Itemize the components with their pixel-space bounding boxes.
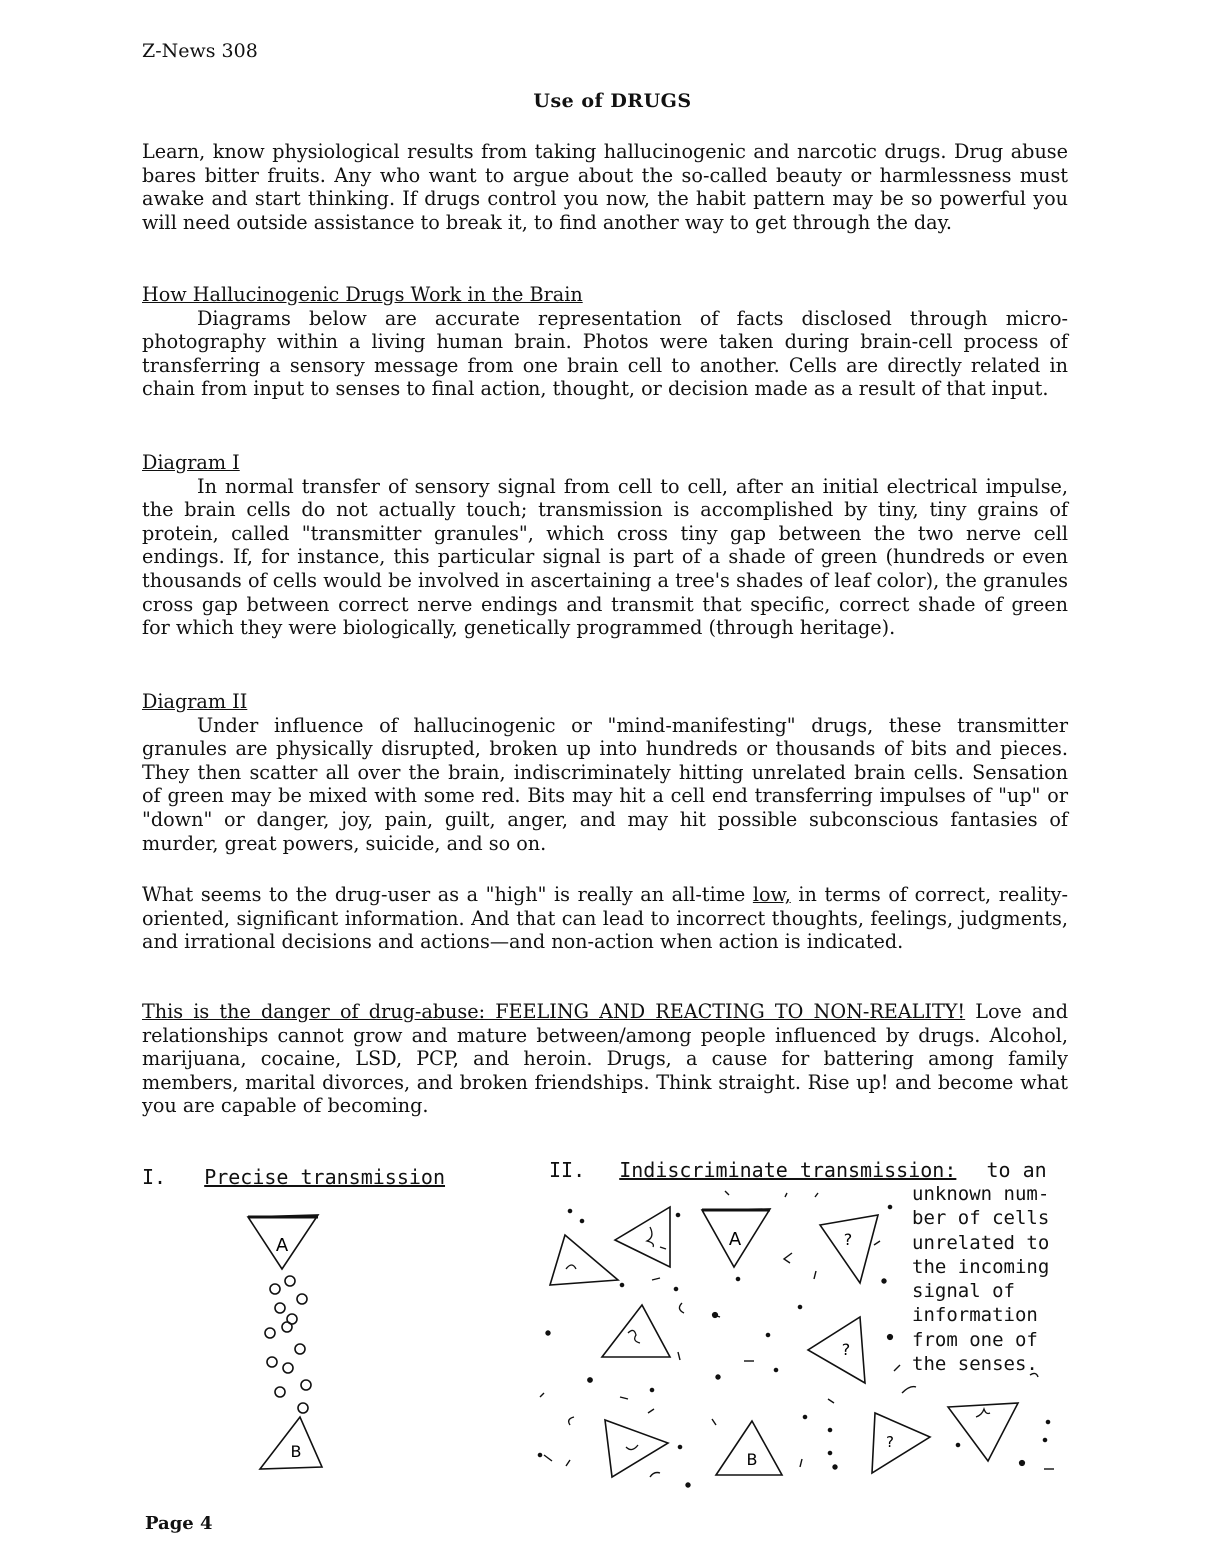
danger-section xyxy=(142,1000,1068,1118)
scattered-cell xyxy=(808,1317,865,1383)
diagram2-heading: Diagram II xyxy=(142,690,248,713)
side-note-line: unknown num- xyxy=(912,1183,1050,1205)
scribble-mark xyxy=(976,1409,990,1417)
side-note-line: the incoming xyxy=(912,1255,1050,1278)
scribble-mark xyxy=(647,1227,653,1247)
cell-label-question: ? xyxy=(841,1340,851,1359)
granule xyxy=(270,1284,280,1294)
scattered-cell xyxy=(820,1215,878,1283)
high-text-after: in terms of correct, reality-oriented, significant information. And that can lead to incorrect thoughts, feelings, judgments, and irrational decisions and actions—and non-action when action is indicated. xyxy=(142,883,1068,954)
page-title: Use of DRUGS xyxy=(533,90,692,112)
page-number: Page 4 xyxy=(145,1513,213,1534)
scattered-cell xyxy=(872,1413,930,1473)
cell-label-b: B xyxy=(290,1442,302,1461)
diagram2-numeral: II. xyxy=(549,1158,586,1182)
page-header: Z-News 308 xyxy=(142,40,258,62)
diagram2-paragraph: Under influence of hallucinogenic or "mind-manifesting" drugs, these transmitter granules are physically disrupted, broken up into hundreds or thousands of bits and pieces. They then scatter all over the brain, indiscriminately hitting unrelated brain cells. Sensation of green may be mixed with some red. Bits may hit a cell end transferring impulses of "up" or "down" or danger, joy, pain, guilt, anger, and may hit possible subconscious fantasies of murder, great powers, suicide, and so on. xyxy=(142,713,1068,855)
diagram2-caption xyxy=(549,1158,1047,1182)
side-note-line: unrelated to xyxy=(912,1231,1050,1254)
granule xyxy=(275,1303,285,1313)
diagram1-numeral: I. xyxy=(142,1165,167,1189)
intro-section xyxy=(142,140,1068,234)
high-section xyxy=(142,883,1068,954)
cell-label-question: ? xyxy=(886,1433,894,1451)
granule xyxy=(283,1363,293,1373)
diagram1-heading: Diagram I xyxy=(142,451,240,474)
scribble-mark xyxy=(628,1330,640,1343)
cell-label-question: ? xyxy=(843,1230,853,1249)
how-heading: How Hallucinogenic Drugs Work in the Brain xyxy=(142,283,583,306)
how-paragraph: Diagrams below are accurate representation of facts disclosed through micro-photography within a living human brain. Photos were taken during brain-cell process of transferring a sensory message from one brain cell to another. Cells are directly related in chain from input to senses to final action, thought, or decision made as a result of that input. xyxy=(142,306,1068,401)
granule xyxy=(295,1344,305,1354)
scattered-cell xyxy=(605,1420,668,1477)
diagram2-section xyxy=(142,690,1068,855)
side-note-line: from one of xyxy=(912,1328,1038,1351)
granule xyxy=(282,1322,292,1332)
scattered-cell xyxy=(615,1207,670,1267)
cell-label-a: A xyxy=(275,1235,289,1256)
scattered-cell xyxy=(550,1235,618,1285)
granule xyxy=(298,1403,308,1413)
how-section xyxy=(142,283,1068,401)
scattered-cell xyxy=(602,1305,670,1357)
side-note-line: the senses. xyxy=(912,1353,1038,1376)
diagram1-caption xyxy=(142,1165,445,1189)
diagram2-side-line-1: to an xyxy=(986,1158,1047,1182)
granule xyxy=(297,1294,307,1304)
side-note-line: ber of cells xyxy=(912,1207,1050,1230)
high-text-emph: low, xyxy=(752,883,791,906)
granule xyxy=(267,1357,277,1367)
diagram1-paragraph: In normal transfer of sensory signal from cell to cell, after an initial electrical impulse, the brain cells do not actually touch; transmission is accomplished by tiny, tiny grains of protein, called "transmitter granules", which cross tiny gap between the two nerve cell endings. If, for instance, this particular signal is part of a shade of green (hundreds or even thousands of cells would be involved in ascertaining a tree's shades of leaf color), the granules cross gap between correct nerve endings and transmit that specific, correct shade of green for which they were biologically, genetically programmed (through heritage). xyxy=(142,474,1068,640)
scribble-mark xyxy=(566,1265,576,1269)
diagram2-figure xyxy=(530,1185,1070,1500)
granule xyxy=(301,1380,311,1390)
granule xyxy=(275,1387,285,1397)
intro-paragraph: Learn, know physiological results from taking hallucinogenic and narcotic drugs. Drug abuse bares bitter fruits. Any who want to argue about the so-called beauty or harmlessness must awake and start thinking. If drugs control you now, the habit pattern may be so powerful you will need outside assistance to break it, to find another way to get through the day. xyxy=(142,140,1068,234)
diagram1-section xyxy=(142,451,1068,640)
side-note-line: information xyxy=(912,1304,1038,1327)
granule xyxy=(265,1328,275,1338)
danger-paragraph xyxy=(142,1000,1068,1118)
diagram1-caption-text: Precise transmission xyxy=(204,1165,446,1189)
danger-rest: Love and relationships cannot grow and mature between/among people influenced by drugs. Alcohol, marijuana, cocaine, LSD, PCP, and heroin. Drugs, a cause for battering among family members, marital divorces, and broken friendships. Think straight. Rise up! and become what you are capable of becoming. xyxy=(142,1000,1068,1118)
high-paragraph xyxy=(142,883,1068,954)
cell-label-a: A xyxy=(728,1229,742,1250)
diagram2-caption-text: Indiscriminate transmission: xyxy=(619,1158,957,1182)
side-note-line: signal of xyxy=(912,1280,1015,1303)
high-text-before: What seems to the drug-user as a "high" is really an all-time xyxy=(142,883,753,906)
granule xyxy=(285,1276,295,1286)
danger-lead: This is the danger of drug-abuse: FEELING AND REACTING TO NON-REALITY! xyxy=(142,1000,966,1023)
diagram1-figure xyxy=(230,1205,350,1485)
scribble-mark xyxy=(626,1445,638,1450)
cell-label-b: B xyxy=(746,1450,758,1469)
